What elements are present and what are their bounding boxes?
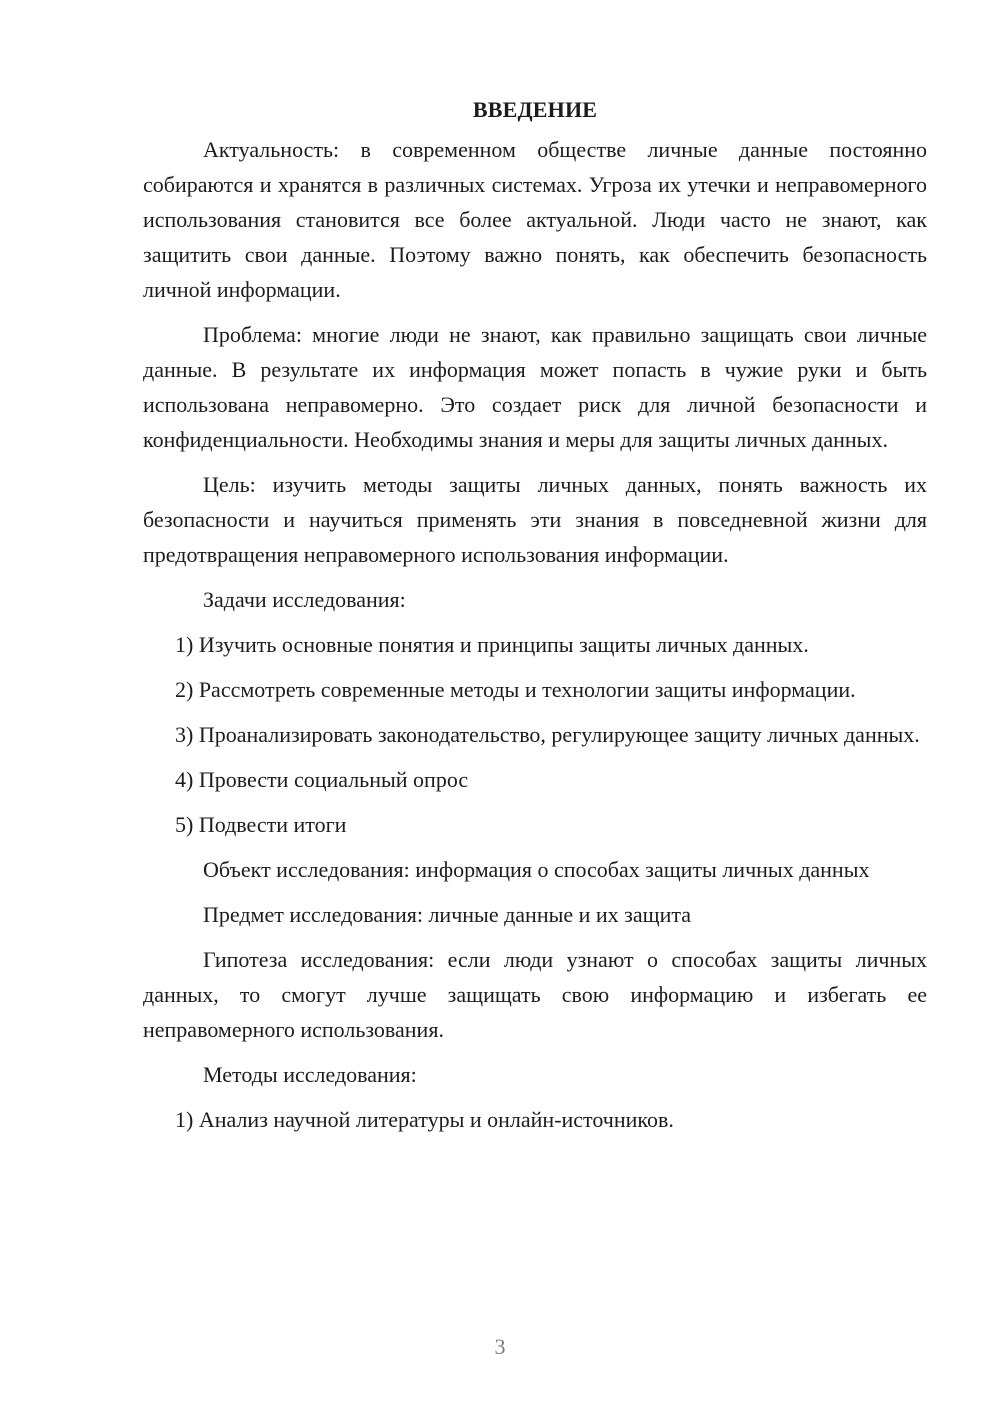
task-item-4: 4) Провести социальный опрос <box>175 767 469 792</box>
task-item-3: 3) Проанализировать законодательство, регулирующее защиту личных данных. <box>175 722 920 747</box>
paragraph-object: Объект исследования: информация о способах защиты личных данных <box>203 857 870 882</box>
task-item-1: 1) Изучить основные понятия и принципы защиты личных данных. <box>175 632 809 657</box>
task-item-2: 2) Рассмотреть современные методы и технологии защиты информации. <box>175 677 856 702</box>
section-title: ВВЕДЕНИЕ <box>472 97 598 122</box>
paragraph-goal: Цель: изучить методы защиты личных данных, понять важность их безопасности и научиться применять эти знания в повседневной жизни для предотвращения неправомерного использования информации. <box>143 472 927 567</box>
page-content <box>143 92 927 1147</box>
paragraph-hypothesis: Гипотеза исследования: если люди узнают о способах защиты личных данных, то смогут лучше защищать свою информацию и избегать ее неправомерного использования. <box>143 947 927 1042</box>
paragraph-subject: Предмет исследования: личные данные и их защита <box>203 902 691 927</box>
tasks-heading: Задачи исследования: <box>203 587 406 612</box>
methods-heading: Методы исследования: <box>203 1062 417 1087</box>
task-item-5: 5) Подвести итоги <box>175 812 347 837</box>
paragraph-problem: Проблема: многие люди не знают, как правильно защищать свои личные данные. В результате их информация может попасть в чужие руки и быть использована неправомерно. Это создает риск для личной безопасности и конфиденциальности. Необходимы знания и меры для защиты личных данных. <box>143 322 927 452</box>
method-item-1: 1) Анализ научной литературы и онлайн-источников. <box>175 1107 674 1132</box>
paragraph-relevance: Актуальность: в современном обществе личные данные постоянно собираются и хранятся в различных системах. Угроза их утечки и неправомерного использования становится все более актуальной. Люди часто не знают, как защитить свои данные. Поэтому важно понять, как обеспечить безопасность личной информации. <box>143 137 927 302</box>
page-number: 3 <box>494 1334 506 1359</box>
